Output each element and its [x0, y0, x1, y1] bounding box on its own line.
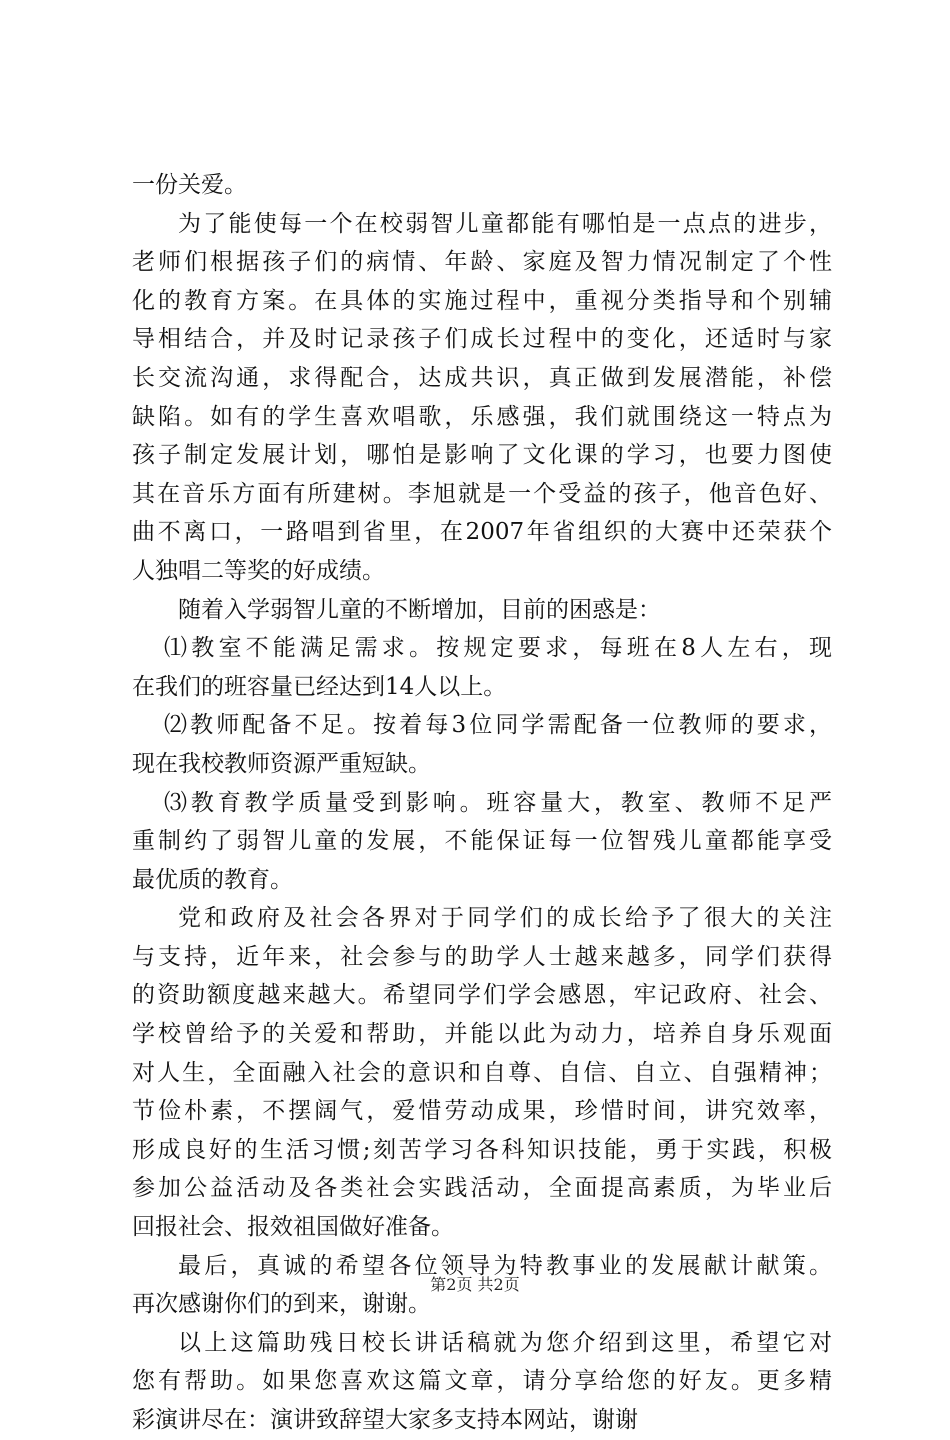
- text-line: 一份关爱。: [132, 172, 247, 198]
- list-item-2: ⑵教师配备不足。按着每3位同学需配备一位教师的要求，: [164, 712, 832, 739]
- text-line: 的资助额度越来越大。希望同学们学会感恩，牢记政府、社会、: [132, 982, 832, 1009]
- paragraph-start: 最后，真诚的希望各位领导为特教事业的发展献计献策。: [178, 1252, 832, 1279]
- text-line: 现在我校教师资源严重短缺。: [132, 750, 431, 777]
- text-line: 在我们的班容量已经达到14人以上。: [132, 673, 507, 700]
- list-item-3: ⑶教育教学质量受到影响。班容量大，教室、教师不足严: [164, 789, 832, 816]
- text-line: 形成良好的生活习惯;刻苦学习各科知识技能，勇于实践，积极: [132, 1136, 832, 1163]
- text-line: 孩子制定发展计划，哪怕是影响了文化课的学习，也要力图使: [132, 442, 832, 469]
- text-line: 长交流沟通，求得配合，达成共识，真正做到发展潜能，补偿: [132, 364, 832, 391]
- text-line: 参加公益活动及各类社会实践活动，全面提高素质，为毕业后: [132, 1175, 832, 1202]
- paragraph-start: 以上这篇助残日校长讲话稿就为您介绍到这里，希望它对: [178, 1329, 832, 1356]
- text-line: 曲不离口，一路唱到省里，在2007年省组织的大赛中还荣获个: [132, 519, 832, 546]
- paragraph-start: 随着入学弱智儿童的不断增加，目前的困惑是：: [178, 596, 661, 623]
- text-line: 再次感谢你们的到来，谢谢。: [132, 1291, 431, 1318]
- paragraph-start: 为了能使每一个在校弱智儿童都能有哪怕是一点点的进步，: [178, 210, 832, 237]
- text-line: 您有帮助。如果您喜欢这篇文章，请分享给您的好友。更多精: [132, 1368, 832, 1395]
- text-line: 化的教育方案。在具体的实施过程中，重视分类指导和个别辅: [132, 287, 832, 314]
- text-line: 导相结合，并及时记录孩子们成长过程中的变化，还适时与家: [132, 326, 832, 353]
- paragraph-start: 党和政府及社会各界对于同学们的成长给予了很大的关注: [178, 905, 832, 932]
- text-line: 老师们根据孩子们的病情、年龄、家庭及智力情况制定了个性: [132, 249, 832, 276]
- text-line: 对人生，全面融入社会的意识和自尊、自信、自立、自强精神；: [132, 1059, 832, 1086]
- document-body: [132, 166, 832, 1440]
- text-line: 其在音乐方面有所建树。李旭就是一个受益的孩子，他音色好、: [132, 480, 832, 507]
- text-line: 缺陷。如有的学生喜欢唱歌，乐感强，我们就围绕这一特点为: [132, 403, 832, 430]
- text-line: 人独唱二等奖的好成绩。: [132, 557, 385, 584]
- text-line: 回报社会、报效祖国做好准备。: [132, 1214, 454, 1241]
- text-line: 重制约了弱智儿童的发展，不能保证每一位智残儿童都能享受: [132, 828, 832, 855]
- text-line: 彩演讲尽在：演讲致辞望大家多支持本网站，谢谢: [132, 1407, 638, 1433]
- page-number-footer: 第2页 共2页: [430, 1275, 520, 1294]
- text-line: 与支持，近年来，社会参与的助学人士越来越多，同学们获得: [132, 943, 832, 970]
- list-item-1: ⑴教室不能满足需求。按规定要求，每班在8人左右，现: [164, 635, 832, 662]
- text-line: 最优质的教育。: [132, 866, 293, 893]
- text-line: 学校曾给予的关爱和帮助，并能以此为动力，培养自身乐观面: [132, 1021, 832, 1048]
- text-line: 节俭朴素，不摆阔气，爱惜劳动成果，珍惜时间，讲究效率，: [132, 1098, 832, 1125]
